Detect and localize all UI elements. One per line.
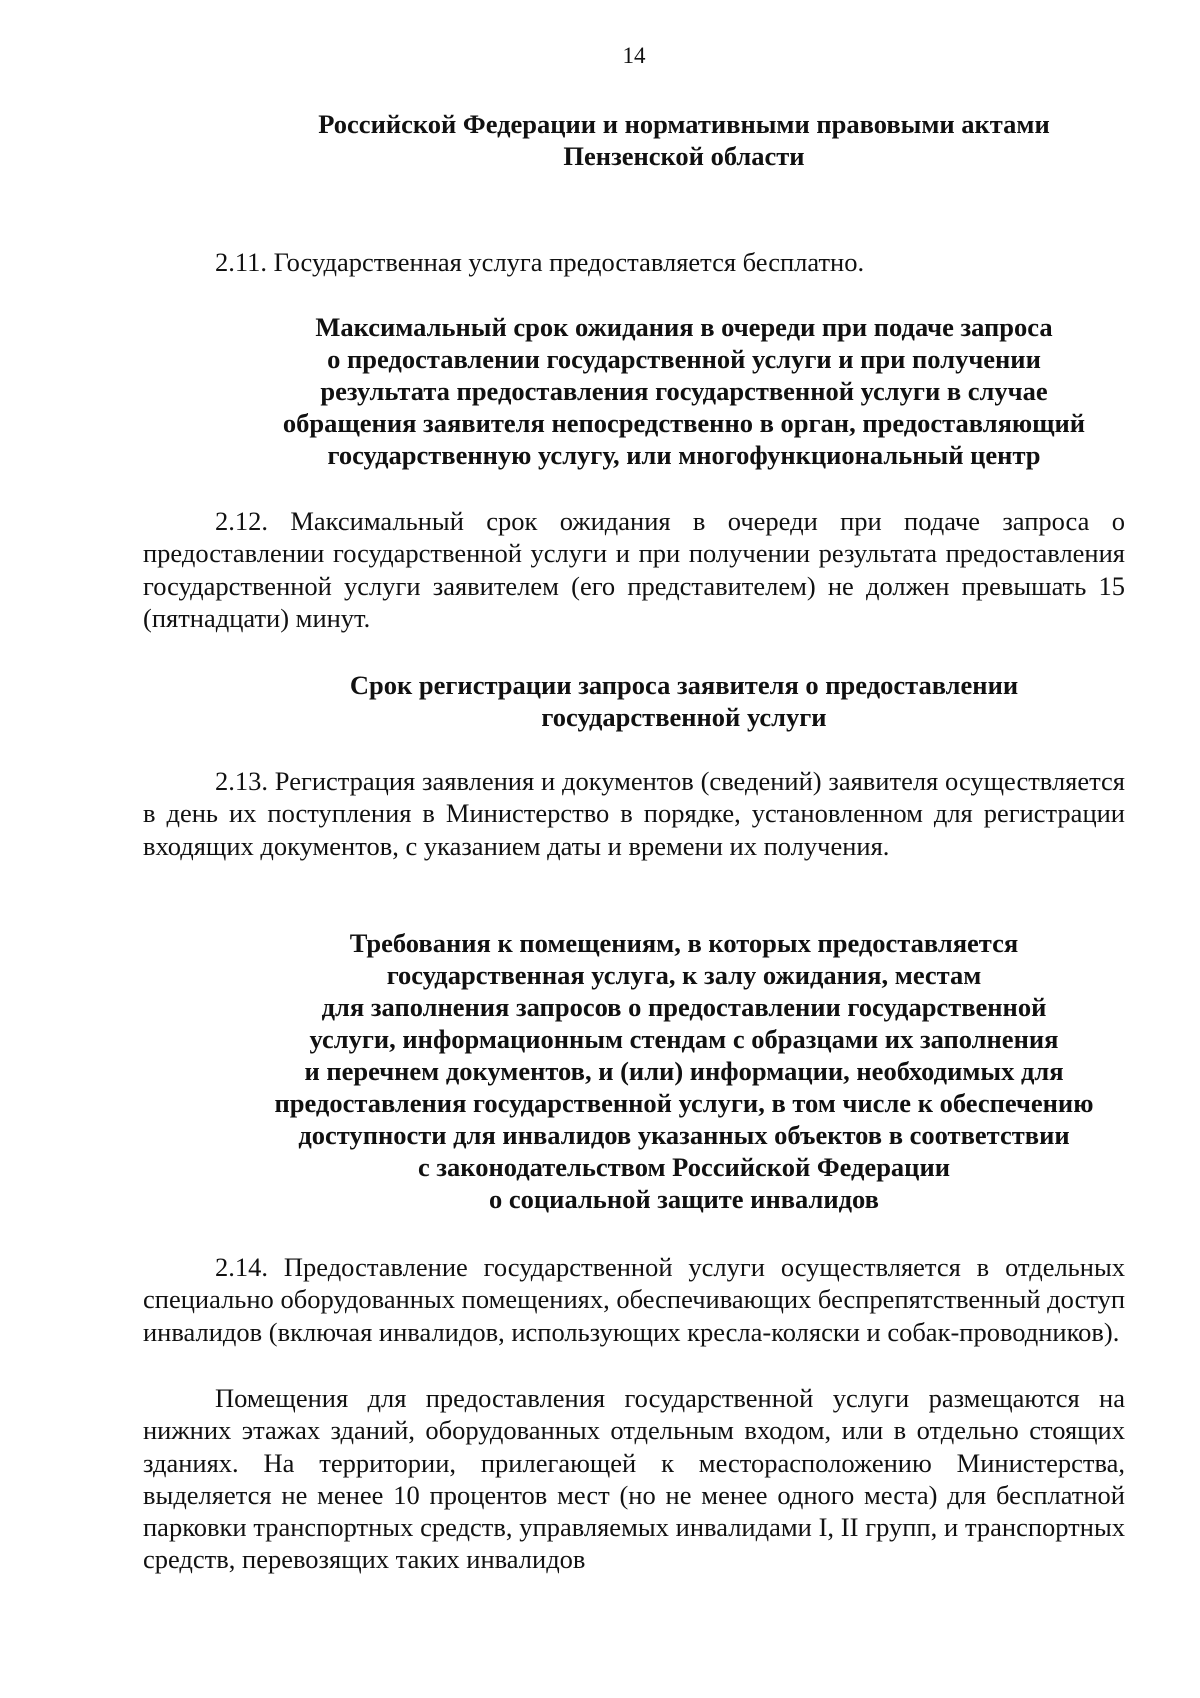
paragraph-2-14: 2.14. Предоставление государственной услуги осуществляется в отдельных специально оборудованных помещениях, обеспечивающих беспрепятственный доступ инвалидов (включая инвалидов, использующих кресла-коляски и собак-проводников). — [143, 1252, 1125, 1347]
section-heading-max-waiting-time — [150, 311, 1200, 471]
heading-line: с законодательством Российской Федерации — [418, 1152, 950, 1182]
paragraph-2-12: 2.12. Максимальный срок ожидания в очереди при подаче запроса о предоставлении государственной услуги и при получении результата предоставления государственной услуги заявителем (его представителем) не должен превышать 15 (пятнадцати) минут. — [143, 506, 1125, 633]
heading-line: услуги, информационным стендам с образцами их заполнения — [309, 1024, 1059, 1054]
section-heading-registration-term — [150, 669, 1200, 733]
heading-line: доступности для инвалидов указанных объектов в соответствии — [298, 1120, 1070, 1150]
heading-line: предоставления государственной услуги, в том числе к обеспечению — [274, 1088, 1094, 1118]
heading-line: государственная услуга, к залу ожидания, местам — [386, 960, 982, 990]
heading-line: Требования к помещениям, в которых предоставляется — [349, 928, 1019, 958]
heading-line: результата предоставления государственной услуги в случае — [320, 376, 1048, 406]
heading-line: Максимальный срок ожидания в очереди при подаче запроса — [315, 312, 1053, 342]
heading-line: государственную услугу, или многофункциональный центр — [327, 440, 1041, 470]
section-heading-premises-requirements — [150, 927, 1200, 1215]
paragraph-premises: Помещения для предоставления государственной услуги размещаются на нижних этажах зданий, оборудованных отдельным входом, или в отдельно стоящих зданиях. На территории, прилегающей к месторасположению Министерства, выделяется не менее 10 процентов мест (но не менее одного места) для бесплатной парковки транспортных средств, управляемых инвалидами I, II групп, и транспортных средств, перевозящих таких инвалидов — [143, 1383, 1125, 1575]
paragraph-2-13: 2.13. Регистрация заявления и документов (сведений) заявителя осуществляется в день их поступления в Министерство в порядке, установленном для регистрации входящих документов, с указанием даты и времени их получения. — [143, 766, 1125, 861]
page-number: 14 — [622, 43, 646, 68]
section-heading-legal-acts — [150, 108, 1200, 172]
heading-line: Срок регистрации запроса заявителя о предоставлении — [349, 670, 1019, 700]
heading-line: о предоставлении государственной услуги и при получении — [327, 344, 1041, 374]
heading-line: для заполнения запросов о предоставлении государственной — [321, 992, 1047, 1022]
heading-line: государственной услуги — [541, 702, 827, 732]
heading-line: обращения заявителя непосредственно в орган, предоставляющий — [282, 408, 1086, 438]
heading-line: о социальной защите инвалидов — [489, 1184, 879, 1214]
heading-line: Российской Федерации и нормативными правовыми актами — [318, 109, 1050, 139]
paragraph-2-11: 2.11. Государственная услуга предоставляется бесплатно. — [215, 247, 865, 277]
heading-line: Пензенской области — [563, 141, 805, 171]
heading-line: и перечнем документов, и (или) информации, необходимых для — [304, 1056, 1064, 1086]
